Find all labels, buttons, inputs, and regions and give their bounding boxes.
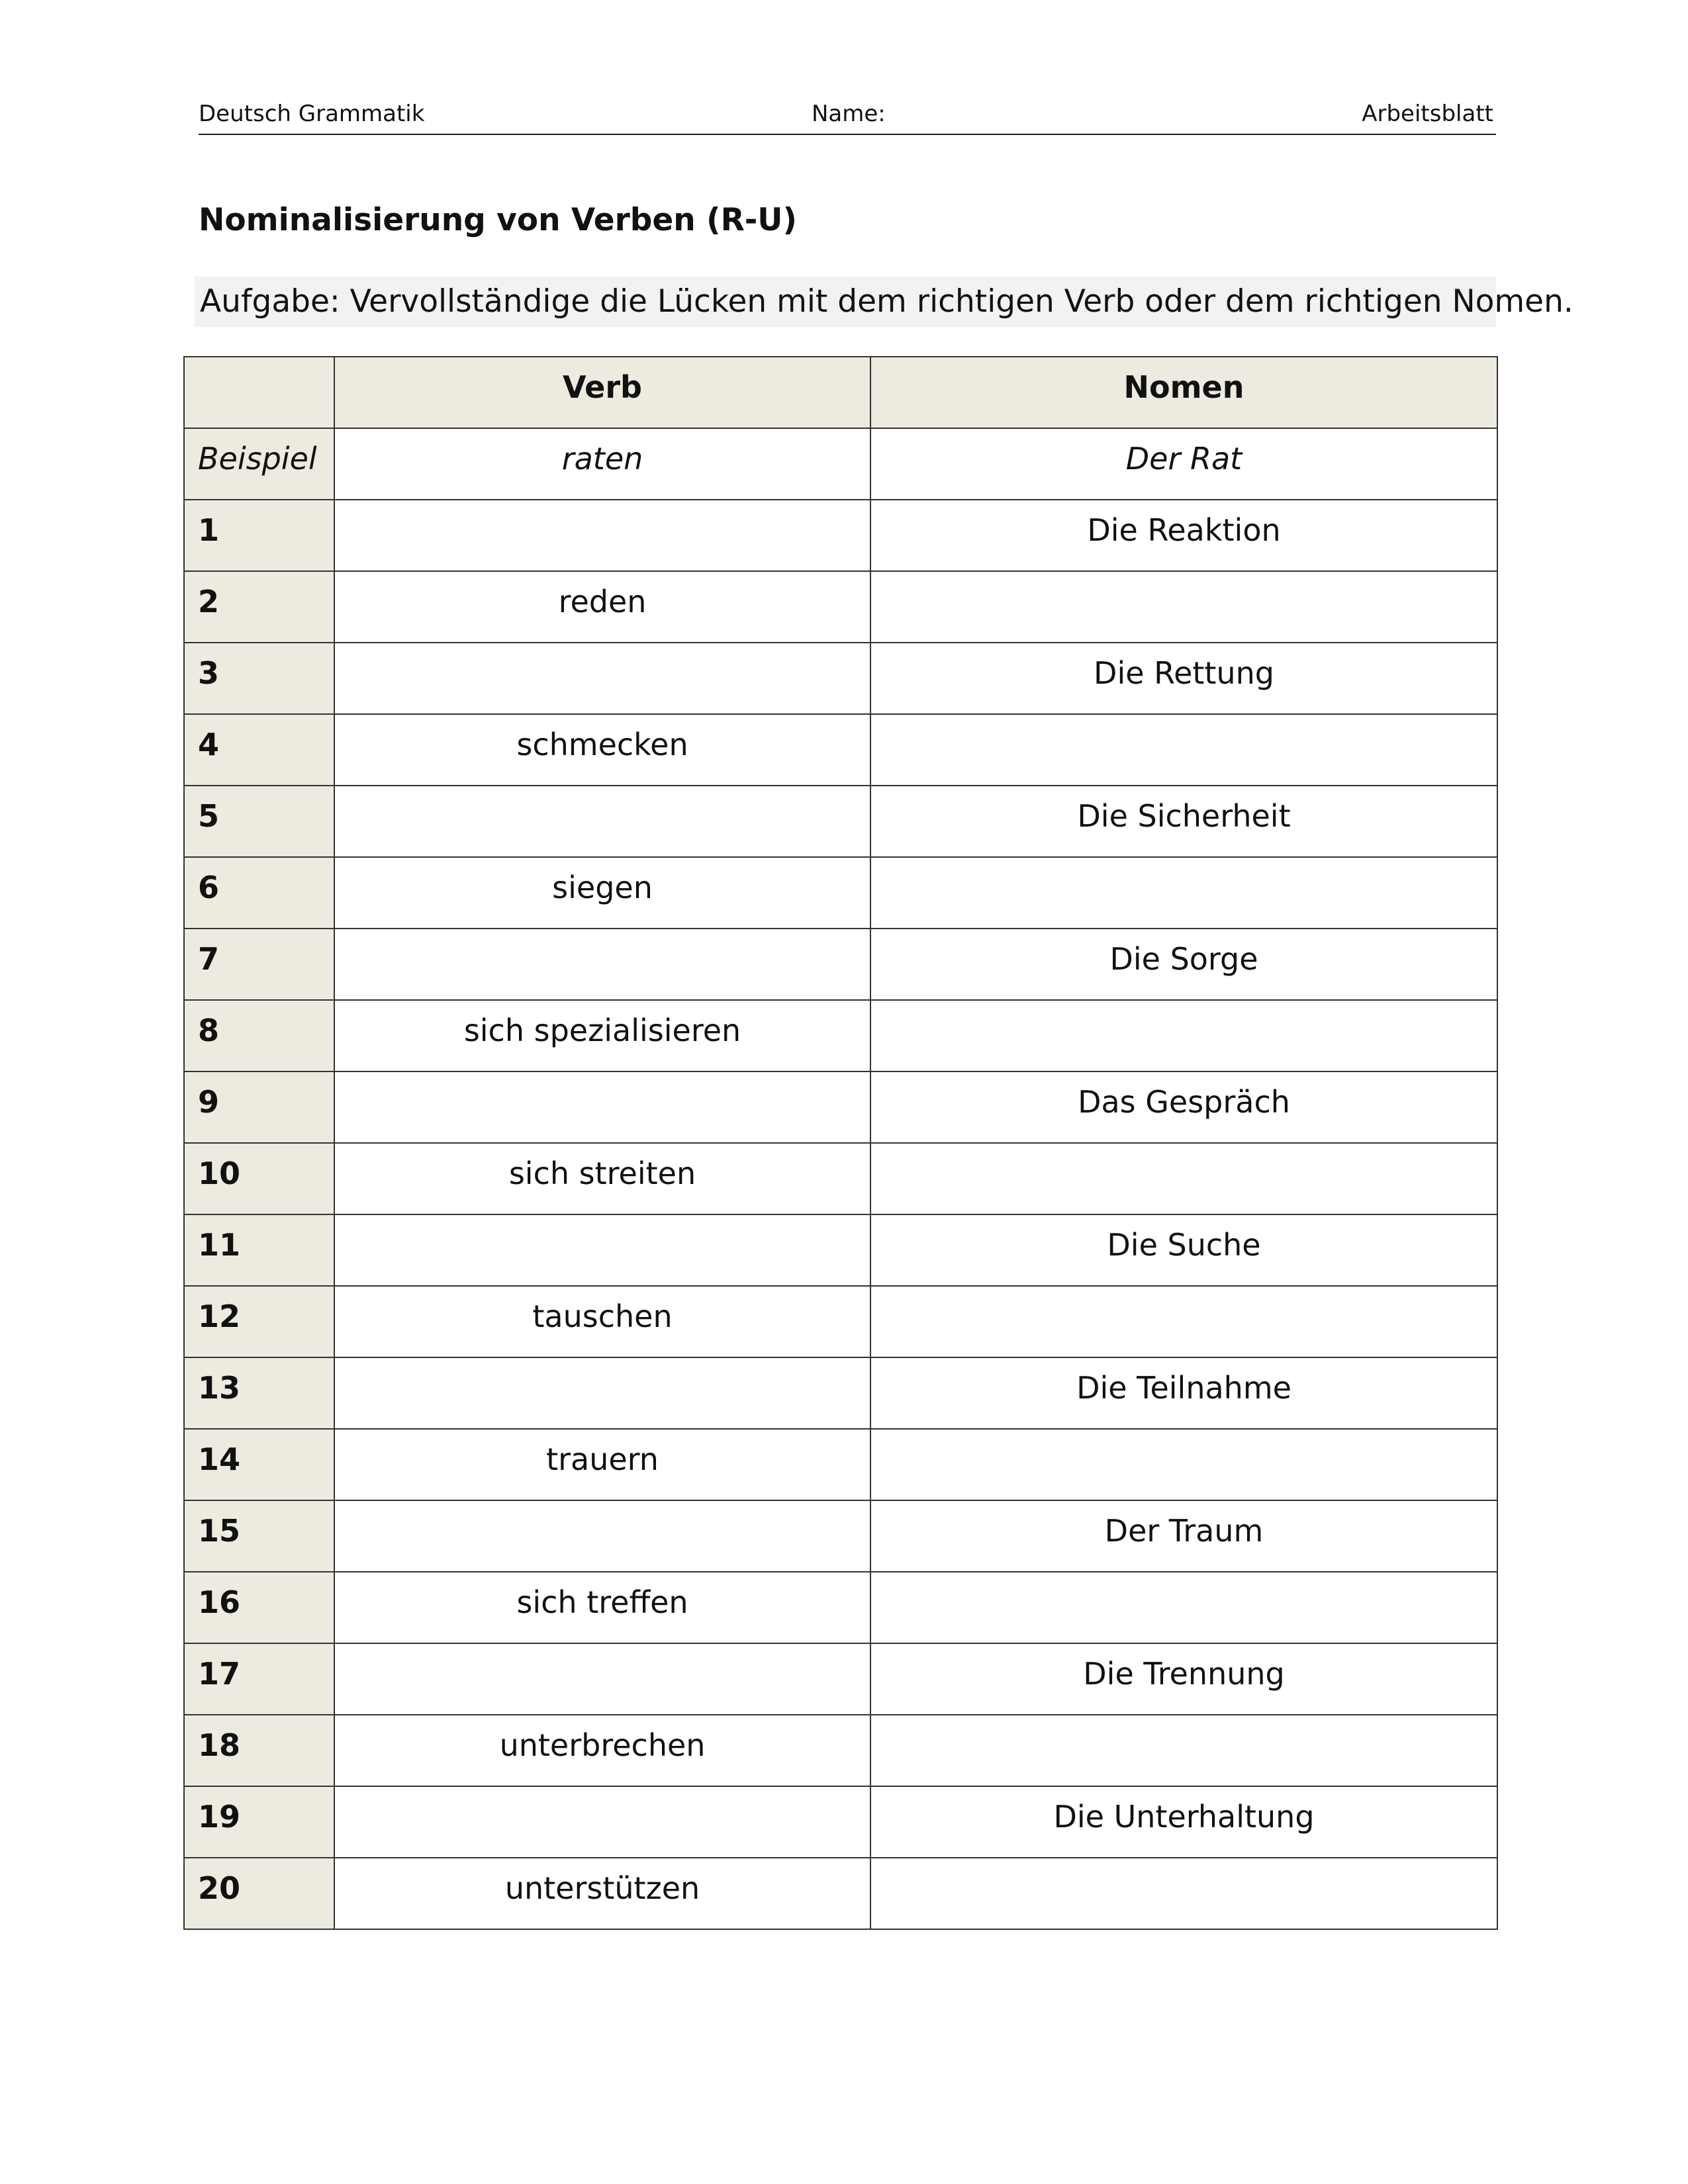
row-number: 7	[184, 929, 334, 1000]
table-row	[184, 857, 1497, 929]
table-row	[184, 1071, 1497, 1143]
noun-cell: Das Gespräch	[870, 1071, 1497, 1143]
noun-blank-cell[interactable]	[870, 571, 1497, 643]
header-cell-noun: Nomen	[870, 357, 1497, 428]
noun-blank-cell[interactable]	[870, 1000, 1497, 1071]
noun-blank-cell[interactable]	[870, 1572, 1497, 1643]
table-row	[184, 1500, 1497, 1572]
row-number: 2	[184, 571, 334, 643]
noun-blank-cell[interactable]	[870, 1715, 1497, 1786]
table-row	[184, 1715, 1497, 1786]
verb-cell: unterbrechen	[334, 1715, 870, 1786]
noun-cell: Die Teilnahme	[870, 1357, 1497, 1429]
verb-blank-cell[interactable]	[334, 1786, 870, 1858]
header-worksheet-label: Arbeitsblatt	[1362, 101, 1493, 127]
noun-blank-cell[interactable]	[870, 1143, 1497, 1214]
noun-cell: Die Sicherheit	[870, 786, 1497, 857]
table-row	[184, 1572, 1497, 1643]
row-number: 12	[184, 1286, 334, 1357]
header-subject: Deutsch Grammatik	[199, 101, 425, 127]
noun-cell: Die Suche	[870, 1214, 1497, 1286]
row-number: 13	[184, 1357, 334, 1429]
worksheet-table	[183, 356, 1498, 1930]
noun-cell: Die Reaktion	[870, 500, 1497, 571]
noun-blank-cell[interactable]	[870, 857, 1497, 929]
noun-blank-cell[interactable]	[870, 1858, 1497, 1929]
verb-cell: sich treffen	[334, 1572, 870, 1643]
verb-blank-cell[interactable]	[334, 1214, 870, 1286]
row-number: 4	[184, 714, 334, 786]
table-row	[184, 714, 1497, 786]
verb-blank-cell[interactable]	[334, 786, 870, 857]
noun-cell: Die Unterhaltung	[870, 1786, 1497, 1858]
verb-cell: schmecken	[334, 714, 870, 786]
row-number: 6	[184, 857, 334, 929]
verb-blank-cell[interactable]	[334, 1357, 870, 1429]
noun-blank-cell[interactable]	[870, 714, 1497, 786]
row-number: 8	[184, 1000, 334, 1071]
verb-cell: reden	[334, 571, 870, 643]
row-number: 5	[184, 786, 334, 857]
verb-cell: trauern	[334, 1429, 870, 1500]
example-row	[184, 428, 1497, 500]
row-number: 19	[184, 1786, 334, 1858]
verb-blank-cell[interactable]	[334, 1071, 870, 1143]
verb-cell: siegen	[334, 857, 870, 929]
verb-cell: sich streiten	[334, 1143, 870, 1214]
table-row	[184, 1858, 1497, 1929]
row-number: 3	[184, 643, 334, 714]
example-label: Beispiel	[184, 428, 334, 500]
noun-blank-cell[interactable]	[870, 1286, 1497, 1357]
verb-blank-cell[interactable]	[334, 1643, 870, 1715]
page-title: Nominalisierung von Verben (R-U)	[199, 202, 797, 238]
table-row	[184, 1000, 1497, 1071]
table-row	[184, 929, 1497, 1000]
noun-cell: Der Traum	[870, 1500, 1497, 1572]
table-row	[184, 1286, 1497, 1357]
table-row	[184, 1357, 1497, 1429]
row-number: 16	[184, 1572, 334, 1643]
table-row	[184, 1429, 1497, 1500]
table-row	[184, 1214, 1497, 1286]
task-instruction: Aufgabe: Vervollständige die Lücken mit dem richtigen Verb oder dem richtigen Nomen.	[195, 277, 1496, 327]
header-cell-number	[184, 357, 334, 428]
verb-cell: tauschen	[334, 1286, 870, 1357]
row-number: 18	[184, 1715, 334, 1786]
verb-blank-cell[interactable]	[334, 500, 870, 571]
page-header	[199, 98, 1496, 135]
table-row	[184, 1786, 1497, 1858]
verb-blank-cell[interactable]	[334, 643, 870, 714]
noun-cell: Die Trennung	[870, 1643, 1497, 1715]
row-number: 9	[184, 1071, 334, 1143]
table-row	[184, 500, 1497, 571]
row-number: 14	[184, 1429, 334, 1500]
row-number: 11	[184, 1214, 334, 1286]
table-row	[184, 1643, 1497, 1715]
example-verb: raten	[334, 428, 870, 500]
noun-cell: Die Sorge	[870, 929, 1497, 1000]
table-row	[184, 571, 1497, 643]
noun-cell: Die Rettung	[870, 643, 1497, 714]
verb-blank-cell[interactable]	[334, 1500, 870, 1572]
row-number: 1	[184, 500, 334, 571]
row-number: 10	[184, 1143, 334, 1214]
header-name-label: Name:	[812, 101, 886, 127]
header-cell-verb: Verb	[334, 357, 870, 428]
row-number: 20	[184, 1858, 334, 1929]
row-number: 15	[184, 1500, 334, 1572]
table-row	[184, 786, 1497, 857]
table-row	[184, 643, 1497, 714]
verb-blank-cell[interactable]	[334, 929, 870, 1000]
table-header-row	[184, 357, 1497, 428]
verb-cell: sich spezialisieren	[334, 1000, 870, 1071]
table-row	[184, 1143, 1497, 1214]
verb-cell: unterstützen	[334, 1858, 870, 1929]
example-noun: Der Rat	[870, 428, 1497, 500]
noun-blank-cell[interactable]	[870, 1429, 1497, 1500]
row-number: 17	[184, 1643, 334, 1715]
